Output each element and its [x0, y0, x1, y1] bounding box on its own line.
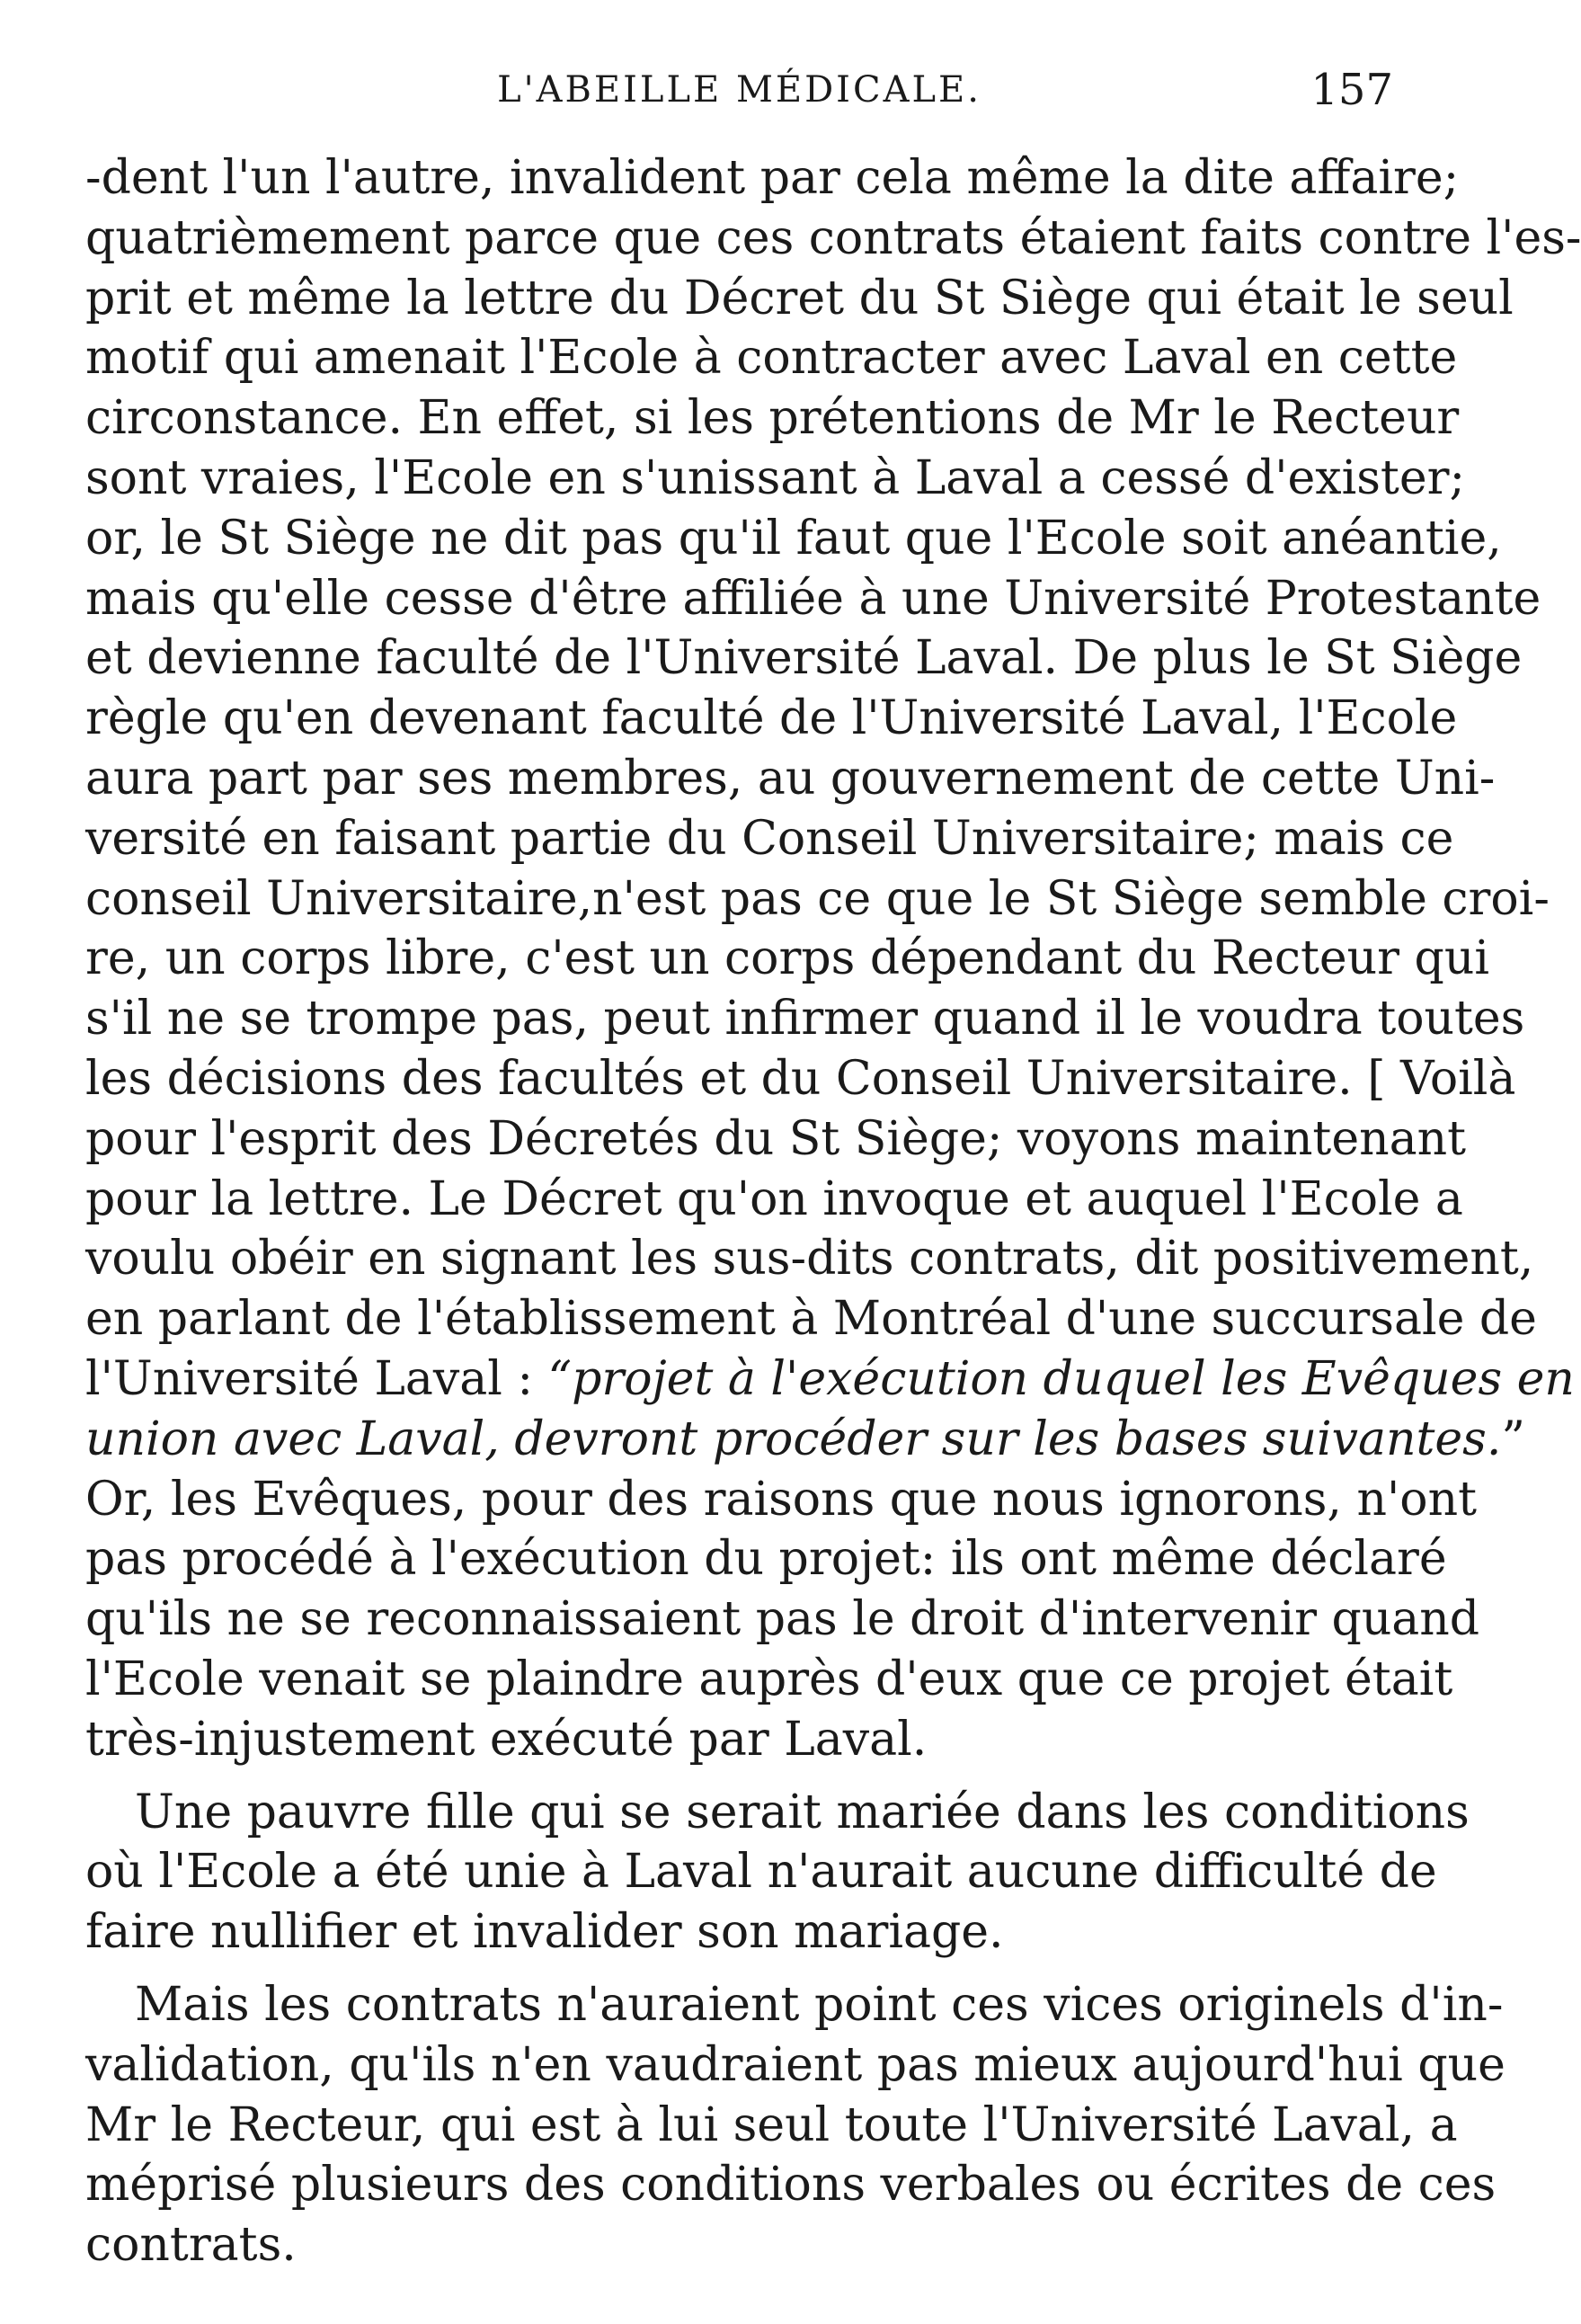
italic-quote: union avec Laval, devront procéder sur les bases suivantes.	[85, 1411, 1502, 1466]
body-text	[85, 148, 1581, 2275]
text-line: et devienne faculté de l'Université Laval. De plus le St Siège	[85, 631, 1523, 686]
text-line: versité en faisant partie du Conseil Universitaire; mais ce	[85, 811, 1454, 866]
text-line: voulu obéir en signant les sus-dits contrats, dit positivement,	[85, 1232, 1534, 1287]
text-line: règle qu'en devenant faculté de l'Université Laval, l'Ecole	[85, 691, 1458, 746]
text-line: motif qui amenait l'Ecole à contracter avec Laval en cette	[85, 331, 1458, 386]
text-line: très-injustement exécuté par Laval.	[85, 1712, 928, 1767]
text-line: prit et même la lettre du Décret du St Siège qui était le seul	[85, 271, 1514, 325]
paragraph	[85, 1783, 1470, 1963]
paragraph	[85, 1975, 1506, 2275]
text-line: aura part par ses membres, au gouvernement de cette Uni-	[85, 751, 1496, 806]
text-line: Mais les contrats n'auraient point ces vices originels d'in-	[135, 1977, 1504, 2032]
italic-quote: “projet à l'exécution duquel les Evêques en	[547, 1351, 1575, 1406]
text-line: qu'ils ne se reconnaissaient pas le droit d'intervenir quand	[85, 1592, 1480, 1647]
text-line: Or, les Evêques, pour des raisons que nous ignorons, n'ont	[85, 1472, 1477, 1527]
text-line: conseil Universitaire,n'est pas ce que le St Siège semble croi-	[85, 871, 1550, 926]
text-line: circonstance. En effet, si les prétentions de Mr le Recteur	[85, 391, 1460, 446]
text-line: -dent l'un l'autre, invalident par cela même la dite affaire;	[85, 151, 1460, 205]
text-line: quatrièmement parce que ces contrats étaient faits contre l'es-	[85, 210, 1581, 265]
paragraph-gap	[85, 1963, 1398, 1975]
text-line: pas procédé à l'exécution du projet: ils ont même déclaré	[85, 1532, 1447, 1587]
text-line: validation, qu'ils n'en vaudraient pas mieux aujourd'hui que	[85, 2037, 1506, 2092]
paragraph	[85, 148, 1581, 1770]
paragraph-gap	[85, 1770, 1398, 1783]
text-line: or, le St Siège ne dit pas qu'il faut que l'Ecole soit anéantie,	[85, 511, 1502, 565]
roman-run: l'Université Laval :	[85, 1351, 548, 1406]
text-line: re, un corps libre, c'est un corps dépendant du Recteur qui	[85, 931, 1489, 986]
text-line-quote-end	[85, 1410, 1525, 1470]
text-line-quote-start	[85, 1349, 1575, 1410]
text-line: faire nullifier et invalider son mariage.	[85, 1905, 1004, 1960]
text-line: contrats.	[85, 2218, 297, 2273]
text-line: méprisé plusieurs des conditions verbales ou écrites de ces	[85, 2158, 1497, 2213]
page-number: 157	[1310, 65, 1393, 115]
text-line: où l'Ecole a été unie à Laval n'aurait aucune difficulté de	[85, 1845, 1437, 1900]
text-line: mais qu'elle cesse d'être affiliée à une Université Protestante	[85, 571, 1541, 626]
text-line: Une pauvre fille qui se serait mariée dans les conditions	[135, 1785, 1470, 1839]
roman-run: ”	[1501, 1411, 1525, 1466]
text-line: s'il ne se trompe pas, peut infirmer quand il le voudra toutes	[85, 992, 1525, 1046]
text-line: les décisions des facultés et du Conseil Universitaire. [ Voilà	[85, 1051, 1516, 1106]
text-line: en parlant de l'établissement à Montréal d'une succursale de	[85, 1292, 1537, 1347]
running-title: L'ABEILLE MÉDICALE.	[497, 69, 981, 111]
text-line: pour la lettre. Le Décret qu'on invoque et auquel l'Ecole a	[85, 1171, 1463, 1226]
text-line: sont vraies, l'Ecole en s'unissant à Laval a cessé d'exister;	[85, 450, 1465, 505]
page-header	[85, 63, 1393, 117]
text-line: pour l'esprit des Décretés du St Siège; voyons maintenant	[85, 1111, 1466, 1166]
text-line: Mr le Recteur, qui est à lui seul toute l'Université Laval, a	[85, 2097, 1458, 2152]
text-line: l'Ecole venait se plaindre auprès d'eux que ce projet était	[85, 1652, 1453, 1706]
